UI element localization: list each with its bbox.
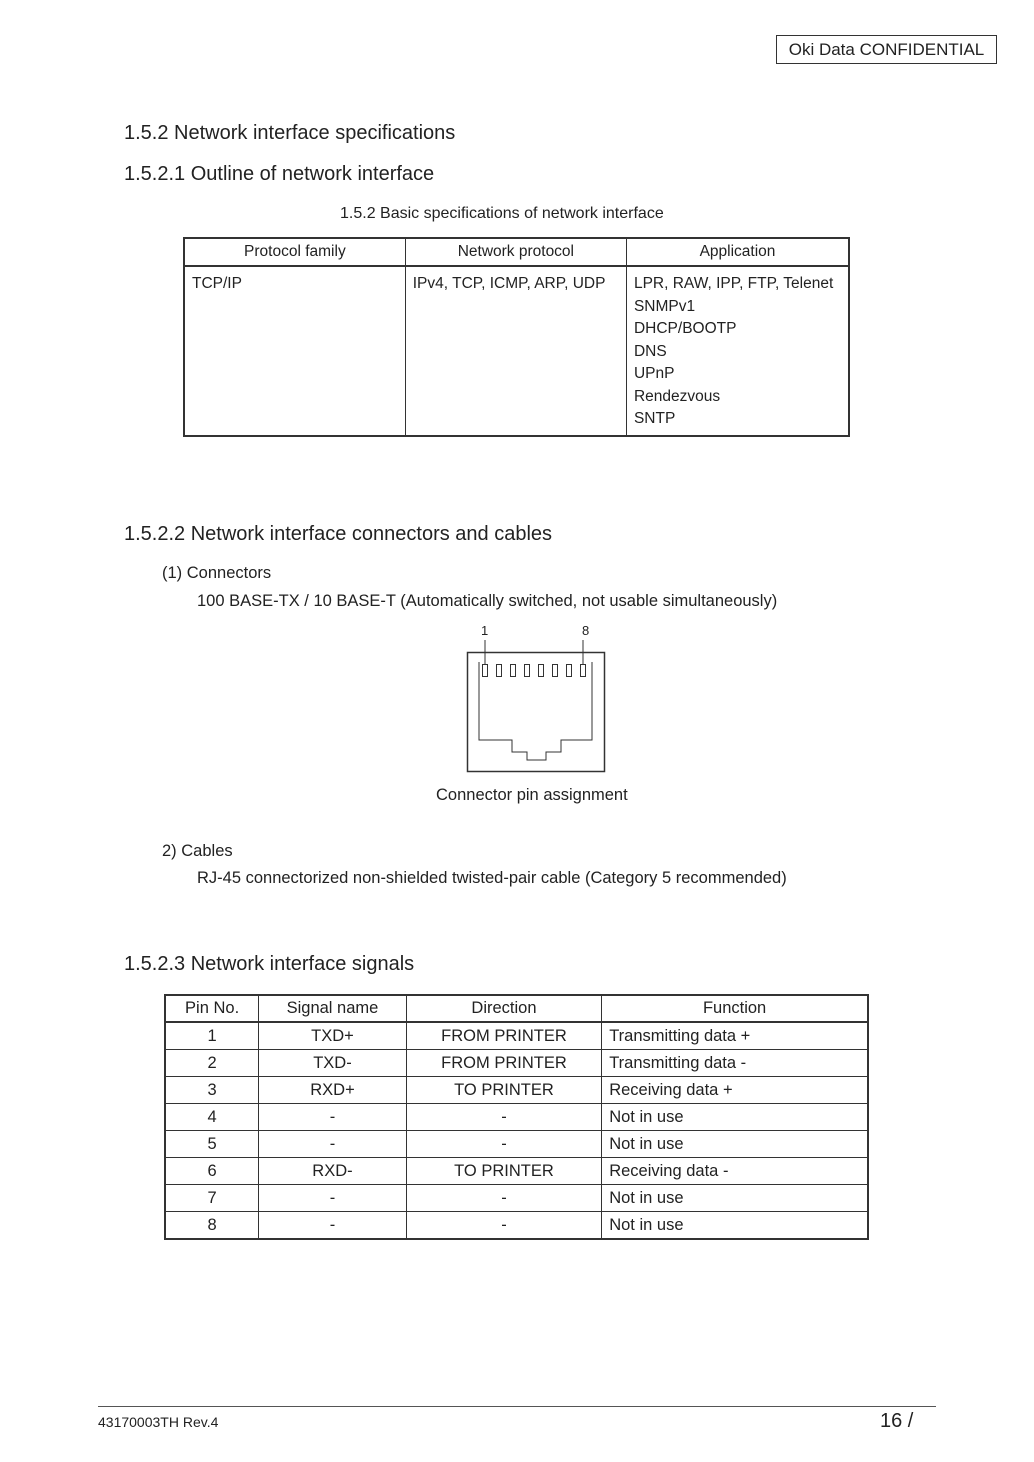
function-cell: Transmitting data +	[602, 1022, 868, 1050]
application-item: Rendezvous	[633, 387, 721, 405]
pin-cell: 2	[165, 1050, 259, 1077]
table-row	[165, 1050, 868, 1077]
application-cell	[626, 266, 849, 436]
pin-cell: 7	[165, 1185, 259, 1212]
header-application: Application	[626, 238, 849, 266]
direction-cell: -	[406, 1212, 601, 1240]
table-row	[165, 1131, 868, 1158]
header-function: Function	[602, 995, 868, 1022]
pin-cell: 1	[165, 1022, 259, 1050]
direction-cell: TO PRINTER	[406, 1158, 601, 1185]
function-cell: Receiving data +	[602, 1077, 868, 1104]
direction-cell: -	[406, 1185, 601, 1212]
signal-cell: TXD+	[259, 1022, 407, 1050]
header-network-protocol: Network protocol	[405, 238, 626, 266]
section-heading-1-5-2: 1.5.2 Network interface specifications	[124, 122, 456, 144]
page-number: 16 /	[880, 1410, 914, 1432]
function-cell: Not in use	[602, 1104, 868, 1131]
pin-cell: 3	[165, 1077, 259, 1104]
figure-caption: Connector pin assignment	[436, 786, 628, 804]
section-heading-1-5-2-1: 1.5.2.1 Outline of network interface	[124, 163, 435, 185]
signal-cell: -	[259, 1104, 407, 1131]
table-row	[165, 1077, 868, 1104]
connectors-label: (1) Connectors	[162, 564, 272, 582]
pin-cell: 8	[165, 1212, 259, 1240]
direction-cell: -	[406, 1131, 601, 1158]
cables-description: RJ-45 connectorized non-shielded twisted-pair cable (Category 5 recommended)	[197, 869, 787, 887]
section-heading-1-5-2-3: 1.5.2.3 Network interface signals	[124, 953, 415, 975]
application-item: LPR, RAW, IPP, FTP, Telenet	[633, 275, 834, 292]
pin-cell: 4	[165, 1104, 259, 1131]
header-protocol-family: Protocol family	[184, 238, 405, 266]
section-heading-1-5-2-2: 1.5.2.2 Network interface connectors and cables	[124, 523, 553, 545]
network-spec-table	[183, 237, 850, 437]
header-pin-no: Pin No.	[165, 995, 259, 1022]
application-item: SNTP	[633, 410, 676, 427]
connectors-description: 100 BASE-TX / 10 BASE-T (Automatically switched, not usable simultaneously)	[197, 592, 778, 610]
signal-table	[164, 994, 869, 1240]
application-item: UPnP	[633, 365, 675, 382]
direction-cell: TO PRINTER	[406, 1077, 601, 1104]
footer-divider	[98, 1406, 936, 1407]
signal-cell: -	[259, 1185, 407, 1212]
header-direction: Direction	[406, 995, 601, 1022]
table-row	[165, 1022, 868, 1050]
pin-label-last: 8	[582, 623, 590, 638]
direction-cell: FROM PRINTER	[406, 1050, 601, 1077]
pin-label-first: 1	[481, 623, 489, 638]
table-row	[165, 1158, 868, 1185]
direction-cell: -	[406, 1104, 601, 1131]
pin-cell: 5	[165, 1131, 259, 1158]
application-item: DHCP/BOOTP	[633, 320, 737, 337]
application-item: SNMPv1	[633, 297, 696, 315]
function-cell: Not in use	[602, 1212, 868, 1240]
signal-cell: RXD-	[259, 1158, 407, 1185]
function-cell: Transmitting data -	[602, 1050, 868, 1077]
table1-caption: 1.5.2 Basic specifications of network interface	[340, 205, 664, 222]
function-cell: Not in use	[602, 1185, 868, 1212]
signal-cell: TXD-	[259, 1050, 407, 1077]
pin-cell: 6	[165, 1158, 259, 1185]
confidential-label: Oki Data CONFIDENTIAL	[776, 35, 997, 64]
application-item: DNS	[633, 342, 667, 360]
document-number: 43170003TH Rev.4	[98, 1414, 219, 1430]
protocol-family-cell: TCP/IP	[184, 266, 405, 436]
table-row	[184, 266, 849, 436]
table-row	[165, 1104, 868, 1131]
table-row	[165, 1212, 868, 1240]
signal-cell: -	[259, 1131, 407, 1158]
signal-cell: RXD+	[259, 1077, 407, 1104]
table-row	[165, 1185, 868, 1212]
header-signal-name: Signal name	[259, 995, 407, 1022]
signal-cell: -	[259, 1212, 407, 1240]
cables-label: 2) Cables	[162, 842, 233, 860]
function-cell: Receiving data -	[602, 1158, 868, 1185]
direction-cell: FROM PRINTER	[406, 1022, 601, 1050]
network-protocol-cell: IPv4, TCP, ICMP, ARP, UDP	[405, 266, 626, 436]
function-cell: Not in use	[602, 1131, 868, 1158]
rj45-connector-diagram	[460, 640, 612, 780]
